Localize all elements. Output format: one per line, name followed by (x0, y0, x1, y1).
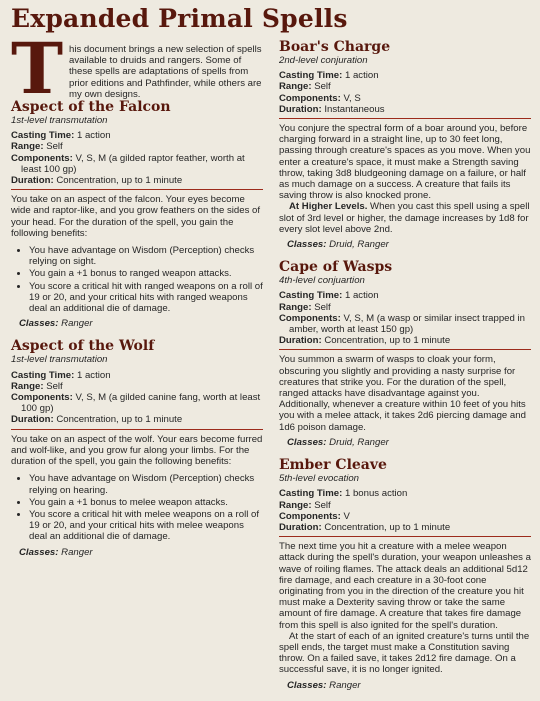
spell-aspect-of-the-wolf (11, 339, 263, 557)
spell-description: You take on an aspect of the wolf. Your ears become furred and wolf-like, and you grow fur along your limbs. For the duration of the spell, you gain the following benefits: (11, 433, 263, 468)
stat-label: Casting Time: (279, 70, 343, 82)
stat-value: V (343, 510, 350, 522)
stat-casting-time (279, 488, 531, 499)
stat-range (279, 500, 531, 511)
stat-label: Duration: (279, 335, 322, 347)
spell-classes (287, 680, 531, 691)
divider (11, 189, 263, 190)
divider (279, 118, 531, 119)
list-item: • You gain a +1 bonus to ranged weapon attacks. (29, 268, 263, 279)
spell-school: 2nd-level conjuration (279, 55, 368, 66)
stat-value: V, S (343, 92, 361, 104)
stat-range (279, 81, 531, 92)
classes-value: Druid, Ranger (329, 436, 389, 448)
intro-text: his document brings a new selection of spells available to druids and rangers. Some of these spells are adaptations of spells from prior editions and Pathfinder, while others are my own designs. (69, 44, 262, 100)
right-column (279, 40, 531, 701)
list-item: • You have advantage on Wisdom (Perception) checks relying on sight. (29, 245, 263, 267)
spell-boars-charge (279, 40, 531, 250)
stat-value: Instantaneous (324, 103, 385, 115)
divider (279, 536, 531, 537)
stat-label: Duration: (279, 521, 322, 533)
stat-label: Range: (11, 380, 44, 392)
list-item: • You score a critical hit with ranged weapons on a roll of 19 or 20, and your critical hits with ranged weapons deal an additional die of damage. (29, 281, 263, 315)
classes-value: Ranger (61, 318, 93, 330)
classes-value: Druid, Ranger (329, 239, 389, 251)
stat-value: 1 action (344, 290, 379, 302)
higher-levels (279, 201, 531, 235)
spell-description: You conjure the spectral form of a boar around you, before charging forward in a straight line, up to 30 feet long, passing through creature's spaces as you move. When you enter a creature's space, it must make a Strength saving throw, taking 3d8 bludgeoning damage on a failure, or half as much damage on a success. A creature that fails its saving throw is also knocked prone. (279, 123, 531, 202)
document-title: Expanded Primal Spells (11, 4, 348, 33)
stat-value: Concentration, up to 1 minute (324, 521, 451, 533)
spell-school: 1st-level transmutation (11, 115, 108, 127)
stat-value: 1 action (76, 369, 111, 381)
stat-label: Range: (279, 499, 312, 511)
list-item: • You have advantage on Wisdom (Perception) checks relying on hearing. (29, 473, 263, 495)
spell-description: You take on an aspect of the falcon. Your eyes become wide and raptor-like, and you grow feathers on the sides of your head. For the duration of the spell, you gain the following benefits: (11, 194, 261, 239)
stat-label: Components: (279, 510, 341, 522)
stat-value: 1 bonus action (344, 488, 408, 500)
stat-casting-time (279, 290, 531, 301)
list-item: • You gain a +1 bonus to melee weapon attacks. (29, 497, 263, 508)
stat-value: Self (46, 141, 63, 153)
stat-duration (11, 414, 263, 425)
spell-classes (287, 437, 531, 448)
stat-casting-time (11, 370, 263, 381)
stat-value: Self (46, 380, 63, 392)
stat-label: Duration: (279, 103, 322, 115)
stat-value: 1 action (344, 70, 379, 82)
spell-classes (19, 318, 263, 329)
stat-label: Range: (11, 141, 44, 153)
classes-label: Classes: (287, 239, 327, 251)
classes-value: Ranger (61, 546, 93, 558)
stat-value: Self (314, 499, 331, 511)
left-column (11, 27, 263, 568)
spell-classes (19, 547, 263, 558)
spell-description-continued: At the start of each of an ignited creature's turns until the spell ends, the target must make a Constitution saving throw. On a failed save, it takes 2d12 fire damage. On a successful save, it is no longer ignited. (279, 630, 530, 676)
benefit-list (11, 473, 263, 542)
stat-label: Components: (11, 152, 73, 164)
stat-value: Self (314, 81, 331, 93)
spell-aspect-of-the-falcon (11, 100, 263, 329)
spell-cape-of-wasps (279, 260, 531, 448)
spell-ember-cleave (279, 458, 531, 691)
list-item: • You score a critical hit with melee weapons on a roll of 19 or 20, and your critical hits with melee weapons deal an additional die of damage. (29, 509, 263, 543)
stat-value: 1 action (76, 130, 111, 142)
stat-casting-time (279, 70, 531, 81)
stat-label: Duration: (11, 175, 54, 187)
stat-duration (279, 104, 531, 115)
stat-value: V, S, M (a wasp or similar insect trapped in amber, worth at least 150 gp) (289, 312, 525, 336)
stat-label: Range: (279, 301, 312, 313)
classes-label: Classes: (19, 318, 59, 330)
stat-value: Concentration, up to 1 minute (56, 175, 183, 187)
stat-components (279, 93, 531, 104)
spell-classes (287, 239, 531, 250)
stat-label: Range: (279, 81, 312, 93)
dropcap-letter: T (11, 27, 64, 110)
classes-value: Ranger (329, 679, 361, 691)
stat-value: V, S, M (a gilded canine fang, worth at least 100 gp) (21, 392, 261, 415)
spell-title: Boar's Charge (279, 39, 391, 55)
stat-duration (279, 335, 531, 346)
stat-label: Casting Time: (279, 488, 343, 500)
stat-value: Concentration, up to 1 minute (324, 335, 451, 347)
stat-components (11, 153, 263, 175)
stat-value: V, S, M (a gilded raptor feather, worth at least 100 gp) (21, 152, 245, 175)
stat-value: Concentration, up to 1 minute (56, 414, 183, 426)
divider (279, 349, 531, 350)
stat-casting-time (11, 130, 263, 141)
higher-levels-text: When you cast this spell using a spell slot of 3rd level or higher, the damage increases by 1d8 for every slot level above 2nd. (279, 201, 530, 235)
stat-range (11, 141, 263, 152)
spell-school: 5th-level evocation (279, 473, 359, 485)
benefit-list (11, 245, 263, 314)
stat-duration (279, 522, 531, 533)
spell-title: Cape of Wasps (279, 259, 393, 276)
stat-components (11, 392, 263, 414)
spell-school: 4th-level conjuartion (279, 275, 365, 287)
stat-label: Casting Time: (279, 290, 343, 302)
stat-label: Components: (279, 312, 341, 324)
spell-title: Ember Cleave (279, 457, 387, 474)
spell-description: You summon a swarm of wasps to cloak your form, obscuring you slightly and providing a nasty surprise for creatures that strike you. For the duration of the spell, ranged attacks have disadvantage against you. Additionally, whenever a creature within 10 feet of you hits you with a melee attack, it takes 2d6 piercing damage and 1d6 poison damage. (279, 354, 526, 433)
stat-range (11, 381, 263, 392)
stat-label: Duration: (11, 414, 54, 426)
classes-label: Classes: (287, 679, 327, 691)
stat-label: Components: (11, 392, 73, 404)
stat-range (279, 302, 531, 313)
spell-title: Aspect of the Falcon (11, 99, 171, 116)
spell-school: 1st-level transmutation (11, 354, 108, 366)
classes-label: Classes: (287, 436, 327, 448)
stat-label: Casting Time: (11, 130, 75, 142)
stat-label: Casting Time: (11, 369, 75, 381)
stat-label: Components: (279, 92, 341, 104)
stat-value: Self (314, 301, 331, 313)
divider (11, 429, 263, 430)
spell-title: Aspect of the Wolf (11, 338, 155, 355)
stat-duration (11, 175, 263, 186)
spell-description: The next time you hit a creature with a melee weapon attack during the spell's duration, your weapon unleashes a wave of roiling flames. The attack deals an additional 5d12 fire damage, and each creature in a 30-foot cone originating from you in the direction of the creature you hit must make a Dexterity saving throw or take the same amount of fire damage. A creature that takes fire damage from this spell is also ignited for the spell's duration. (279, 541, 531, 631)
stat-components (279, 313, 531, 335)
higher-levels-label: At Higher Levels. (289, 201, 368, 213)
stat-components (279, 511, 531, 522)
classes-label: Classes: (19, 546, 59, 558)
